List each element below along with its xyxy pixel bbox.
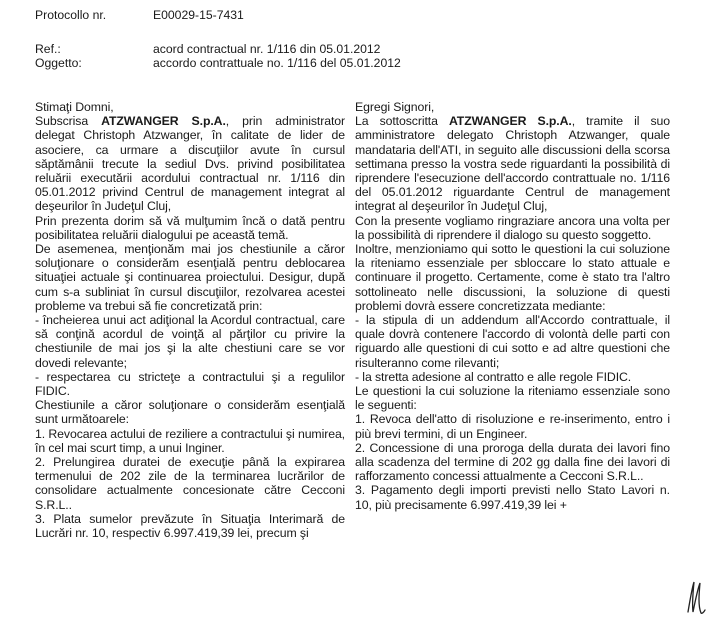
- paragraph-it-1: La sottoscritta ATZWANGER S.p.A., tramite il suo amministratore delegato Christoph Atzwanger, quale mandataria dell'ATI, in seguito alle discussioni della scorsa settimana presso la vostra sede riguardanti la possibilità di riprendere l'esecuzione dell'accordo contrattuale no. 1/116 del 05.01.2012 riguardante Centrul de management integrat al deşeurilor în Judeţul Cluj,: [355, 114, 670, 214]
- italian-column: [355, 100, 670, 512]
- oggetto-value: accordo contrattuale no. 1/116 del 05.01.2012: [153, 56, 401, 70]
- item-it-2: 2. Concessione di una proroga della durata dei lavori fino alla scadenza del termine di 202 gg dalla fine dei lavori di rafforzamento concessi attualmente a Cecconi S.R.L..: [355, 440, 670, 484]
- paragraph-ro-3: De asemenea, menţionăm mai jos chestiunile a căror soluţionare o considerăm esenţială pentru deblocarea situaţiei actuale şi continuarea proiectului. Desigur, după cum s-a subliniat în cursul discuţiilor, rezolvarea acestei probleme va trebui să fie concretizată prin:: [35, 242, 345, 313]
- paragraph-it-4: Le questioni la cui soluzione la riteniamo essenziale sono le seguenti:: [355, 384, 670, 413]
- item-ro-1: 1. Revocarea actului de reziliere a contractului şi numirea, în cel mai scurt timp, a unui Inginer.: [35, 426, 345, 455]
- paragraph-it-2: Con la presente vogliamo ringraziare ancora una volta per la possibilità di riprendere il dialogo su questo soggetto.: [355, 213, 670, 242]
- item-it-3: 3. Pagamento degli importi previsti nello Stato Lavori n. 10, più precisamente 6.997.419,39 lei +: [355, 483, 670, 512]
- item-ro-3: 3. Plata sumelor prevăzute în Situaţia Interimară de Lucrări nr. 10, respectiv 6.997.419,39 lei, precum şi: [35, 511, 345, 541]
- bullet-ro-2: - respectarea cu stricteţe a contractului şi a regulilor FIDIC.: [35, 369, 345, 399]
- bullet-it-1: - la stipula di un addendum all'Accordo contrattuale, il quale dovrà contenere l'accordo di volontà delle parti con riguardo alle questioni di cui sotto e ad altre questioni che risulteranno come rilevanti;: [355, 313, 670, 370]
- ref-value: acord contractual nr. 1/116 din 05.01.2012: [153, 42, 381, 56]
- paragraph-ro-1: Subscrisa ATZWANGER S.p.A., prin administrator delegat Christoph Atzwanger, în calitate de lider de asociere, ca urmare a discuţiilor avute în cursul săptămânii trecute la sediul Dvs. privind posibilitatea reluării executării acordului contractual nr. 1/116 din 05.01.2012 privind Centrul de management integrat al deşeurilor în Judeţul Cluj,: [35, 114, 345, 214]
- company-name: ATZWANGER S.p.A.: [448, 114, 572, 129]
- paragraph-ro-2: Prin prezenta dorim să vă mulţumim încă o dată pentru posibilitatea reluării dialogului pe această temă.: [35, 213, 345, 242]
- oggetto-label: Oggetto:: [35, 56, 82, 70]
- salutation-ro: Stimaţi Domni,: [35, 100, 114, 114]
- protocol-label: Protocollo nr.: [35, 8, 107, 22]
- item-it-1: 1. Revoca dell'atto di risoluzione e re-inserimento, entro i più brevi termini, di un Engineer.: [355, 412, 670, 441]
- protocol-value: E00029-15-7431: [153, 8, 244, 22]
- ref-label: Ref.:: [35, 42, 61, 56]
- paragraph-ro-4: Chestiunile a căror soluţionare o considerăm esenţială sunt următoarele:: [35, 398, 345, 427]
- paragraph-it-3: Inoltre, menzioniamo qui sotto le questioni la cui soluzione la riteniamo essenziale per sbloccare lo stato attuale e continuare il progetto. Certamente, come è stato tra l'altro sottolineato nelle discussioni, la soluzione di questi problemi dovrà essere concretizzata mediante:: [355, 242, 670, 313]
- romanian-column: [35, 100, 345, 540]
- item-ro-2: 2. Prelungirea duratei de execuţie până la expirarea termenului de 202 zile de la terminarea lucrărilor de consolidare actualmente concesionate către Cecconi S.R.L..: [35, 455, 345, 512]
- handwritten-initials-signature: [684, 578, 706, 618]
- salutation-it: Egregi Signori,: [355, 100, 435, 114]
- bullet-ro-1: - încheierea unui act adiţional la Acordul contractual, care să conţină acordul de voinţă al părţilor cu privire la chestiunile de mai jos şi la alte chestiuni care se vor dovedi relevante;: [35, 313, 345, 370]
- company-name: ATZWANGER S.p.A.: [101, 114, 226, 129]
- bullet-it-2: - la stretta adesione al contratto e alle regole FIDIC.: [355, 369, 632, 384]
